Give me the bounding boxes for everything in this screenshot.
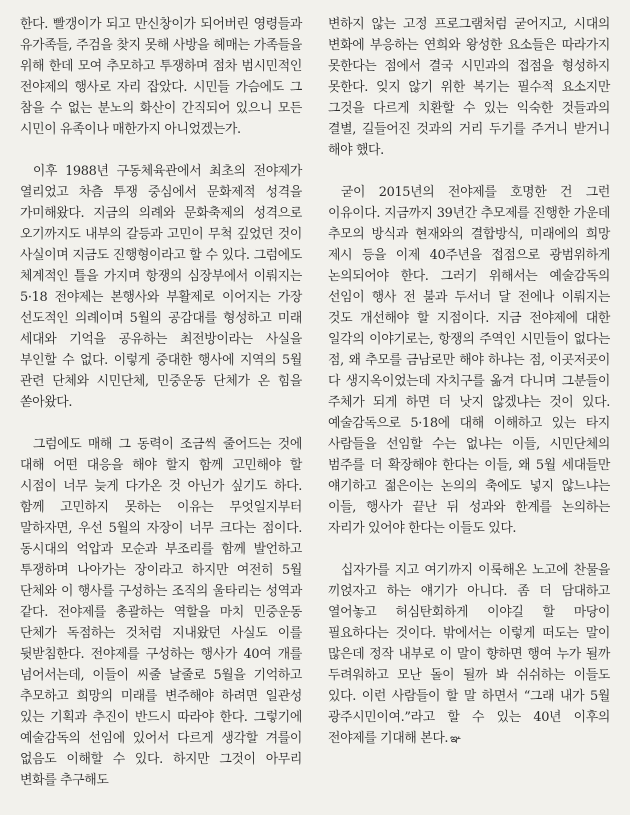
paragraph: 변하지 않는 고정 프로그램처럼 굳어지고, 시대의 변화에 부응하는 연희와 왕성한 요소들은 따라가지 못한다는 점에서 결국 시민과의 접점을 형성하지 못한다. 잊지 않기 위한 복기는 필수적 요소지만 그것을 다르게 치환할 수 있는 익숙한 것들과의 결별, 길들어진 것과의 거리 두기를 주거니 받거니 해야 했다.: [328, 17, 610, 158]
paragraph: 이후 1988년 구동체육관에서 최초의 전야제가 열리었고 차츰 투쟁 중심에서 문화제적 성격을 가미해왔다. 지금의 의례와 문화축제의 성격으로 오기까지도 내부의 갈등과 고민이 무척 깊었던 것이 사실이며 지금도 진행형이라고 할 수 있다. 그럼에도 체계적인 틀을 가지며 항쟁의 심장부에서 이뤄지는 5·18 전야제는 본행사와 부활제로 이어지는 가장 선도적인 의례이며 5월의 공감대를 형성하고 미래 세대와 기억을 공유하는 최전방이라는 사실을 부인할 수 없다. 이렇게 중대한 행사에 지역의 5월 관련 단체와 시민단체, 민중운동 단체가 온 힘을 쏟아왔다.: [20, 164, 302, 410]
paragraph: 굳이 2015년의 전야제를 호명한 건 그런 이유이다. 지금까지 39년간 추모제를 진행한 가운데 추모의 방식과 현재와의 결합방식, 미래에의 희망 제시 등을 이제 40주년을 접점으로 광범위하게 논의되어야 한다. 그러기 위해서는 예술감독의 선임이 행사 전 불과 두서너 달 전에나 이뤄지는 것도 개선해야 할 지점이다. 지금 전야제에 대한 일각의 이야기로는, 항쟁의 주역인 시민들이 없다는 점, 왜 추모를 금남로만 해야 하냐는 점, 이곳저곳이 다 생지옥이었는데 자치구를 옮겨 다니며 그분들이 주체가 되게 하면 더 낫지 않겠냐는 것이 있다. 예술감독으로 5·18에 대해 이해하고 있는 타지 사람들을 선임할 수는 없냐는 이들, 시민단체의 범주를 더 확장해야 한다는 이들, 왜 5월 세대들만 얘기하고 젊은이는 논의의 축에도 넣지 않느냐는 이들, 행사가 끝난 뒤 성과와 한계를 논의하는 자리가 있어야 한다는 이들도 있다.: [328, 185, 610, 536]
end-mark-icon: ఞ: [450, 732, 461, 745]
paragraph: [328, 560, 610, 749]
paragraph: 그럼에도 매해 그 동력이 조금씩 줄어드는 것에 대해 어떤 대응을 해야 할지 함께 고민해야 할 시점이 너무 늦게 다가온 것 아닌가 싶기도 하다. 함께 고민하지 못하는 이유는 무엇일지부터 말하자면, 우선 5월의 자장이 너무 크다는 점이다. 동시대의 억압과 모순과 부조리를 함께 발언하고 투쟁하며 나아가는 장이라고 하지만 여전히 5월 단체와 이 행사를 구성하는 조직의 울타리는 성역과 같다. 전야제를 총괄하는 역할을 마치 민중운동 단체가 독점하는 것처럼 지내왔던 사실도 이를 뒷받침한다. 전야제를 구성하는 행사가 40여 개를 넘어서는데, 이들이 씨줄 날줄로 5월을 기억하고 추모하고 희망의 미래를 변주해야 하려면 일관성 있는 기획과 추진이 반드시 따라야 한다. 그렇기에 예술감독의 선임에 있어서 다르게 생각할 겨를이 없음도 이해할 수 있다. 하지만 그것이 아무리 변화를 추구해도: [20, 437, 302, 788]
left-column: [20, 14, 302, 815]
paragraph-text: 십자가를 지고 여기까지 이룩해온 노고에 찬물을 끼얹자고 하는 얘기가 아니다. 좀 더 담대하고 열어놓고 허심탄회하게 이야길 할 마당이 필요하다는 것이다. 밖에서는 이렇게 떠도는 말이 많은데 정작 내부로 이 말이 향하면 행여 누가 될까 두려워하고 모난 돌이 될까 봐 쉬쉬하는 이들도 있다. 이런 사람들이 할 말 하면서 “그래 내가 5월 광주시민이여.”라고 할 수 있는 40년 이후의 전야제를 기대해 본다.: [328, 563, 610, 746]
right-column: [328, 14, 610, 815]
paragraph: 한다. 빨갱이가 되고 만신창이가 되어버린 영령들과 유가족들, 주검을 찾지 못해 사방을 헤매는 가족들을 위해 한데 모여 추모하고 투쟁하며 점차 범시민적인 전야제의 행사로 자리 잡았다. 시민들 가슴에도 그 참을 수 없는 분노의 화산이 간직되어 있으니 모든 시민이 유족이나 매한가지 아니었겠는가.: [20, 17, 302, 137]
